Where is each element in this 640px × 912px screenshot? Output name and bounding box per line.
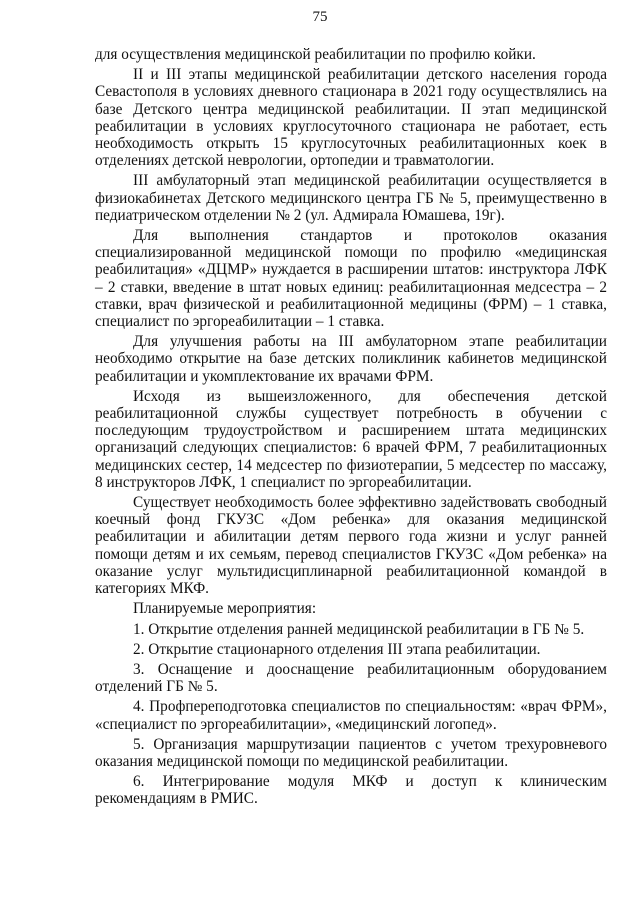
list-item: 5. Организация маршрутизации пациентов с учетом трехуровневого оказания медицинской помощи по медицинской реабилитации.: [95, 735, 607, 770]
list-item: 1. Открытие отделения ранней медицинской реабилитации в ГБ № 5.: [133, 620, 585, 638]
list-item: 2. Открытие стационарного отделения III этапа реабилитации.: [133, 640, 541, 658]
paragraph-stages-2-3: II и III этапы медицинской реабилитации детского населения города Севастополя в условиях дневного стационара в 2021 году осуществлялись на базе Детского центра медицинской реабилитации. II этап медицинской реабилитации в условиях круглосуточного стационара не работает, есть необходимость открыть 15 круглосуточных реабилитационных коек в отделениях детской неврологии, ортопедии и травматологии.: [95, 66, 607, 170]
paragraph-training-needs: Исходя из вышеизложенного, для обеспечения детской реабилитационной службы существует потребность в обучении с последующим трудоустройством и расширением штата медицинских организаций следующих специалистов: 6 врачей ФРМ, 7 реабилитационных медицинских сестер, 14 медсестер по физиотерапии, 5 медсестер по массажу, 8 инструкторов ЛФК, 1 специалист по эргореабилитации.: [95, 387, 607, 491]
paragraph-staff-expansion: Для выполнения стандартов и протоколов оказания специализированной медицинской помощи по профилю «медицинская реабилитация» «ДЦМР» нуждается в расширении штатов: инструктора ЛФК – 2 ставки, введение в штат новых единиц: реабилитационная медсестра – 2 ставки, врач физической и реабилитационной медицины (ФРМ) – 1 ставка, специалист по эргореабилитации – 1 ставка.: [95, 227, 607, 331]
planned-measures-heading: Планируемые мероприятия:: [133, 600, 317, 618]
paragraph-continuation: для осуществления медицинской реабилитации по профилю койки.: [95, 46, 536, 63]
paragraph-orphanage: Существует необходимость более эффективно задействовать свободный коечный фонд ГКУЗС «Дом ребенка» для оказания медицинской реабилитации и абилитации детям первого года жизни и услуг ранней помощи детям и их семьям, перевод специалистов ГКУЗС «Дом ребенка» на оказание услуг мультидисциплинарной реабилитационной командой в категориях МКФ.: [95, 494, 607, 598]
paragraph-improvement: Для улучшения работы на III амбулаторном этапе реабилитации необходимо открытие на базе детских поликлиник кабинетов медицинской реабилитации и укомплектование их врачами ФРМ.: [95, 333, 607, 385]
list-item: 3. Оснащение и дооснащение реабилитационным оборудованием отделений ГБ № 5.: [95, 660, 607, 696]
list-item: 4. Профпереподготовка специалистов по специальностям: «врач ФРМ», «специалист по эргореабилитации», «медицинский логопед».: [95, 698, 607, 733]
paragraph-stage-3-outpatient: III амбулаторный этап медицинской реабилитации осуществляется в физиокабинетах Детского медицинского центра ГБ № 5, преимущественно в педиатрическом отделении № 2 (ул. Адмирала Юмашева, 19г).: [95, 172, 607, 224]
page-number: 75: [312, 9, 328, 25]
document-body: [95, 46, 607, 811]
list-item: 6. Интегрирование модуля МКФ и доступ к клиническим рекомендациям в РМИС.: [95, 773, 607, 808]
